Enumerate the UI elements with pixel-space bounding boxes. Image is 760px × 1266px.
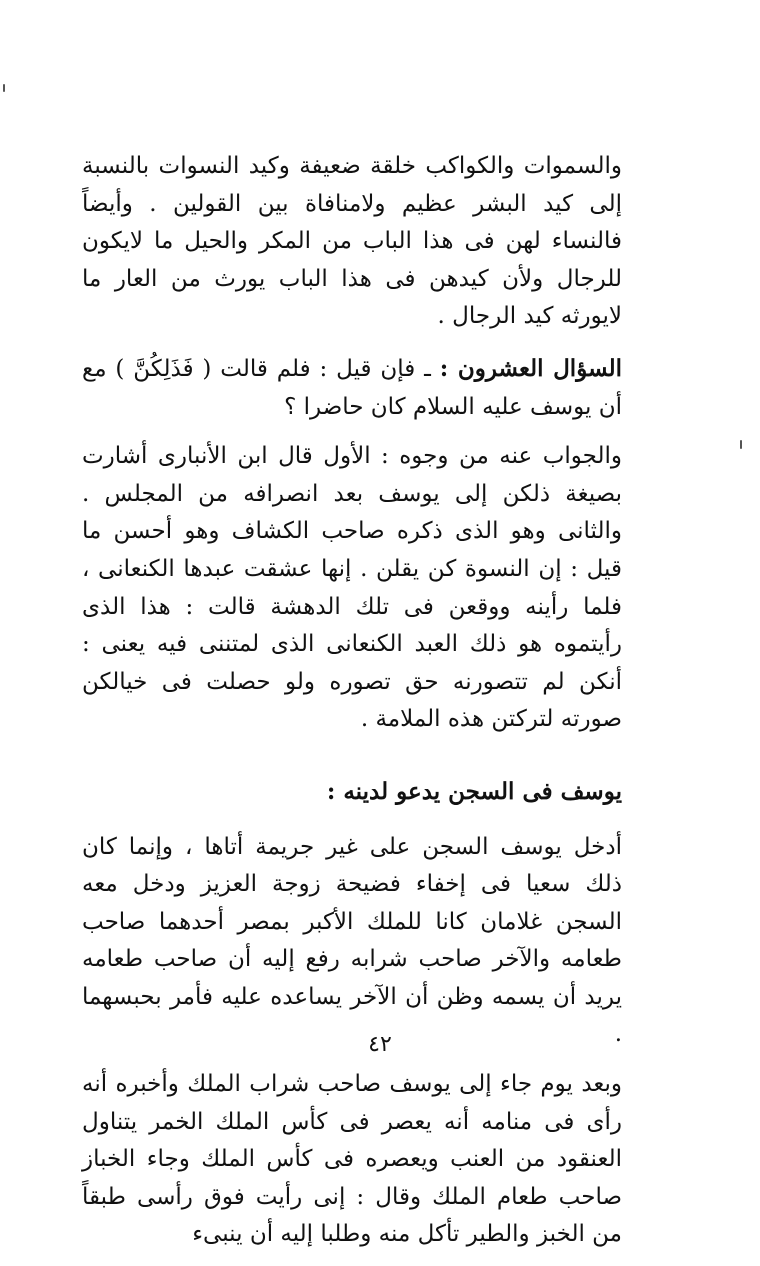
paragraph-dream: وبعد يوم جاء إلى يوسف صاحب شراب الملك وأخبره أنه رأى فى منامه أنه يعصر فى كأس الملك الخمر يتناول العنقود من العنب ويعصره فى كأس الملك وجاء الخباز صاحب طعام الملك وقال : إنى رأيت فوق رأسى طبقاً من الخبز والطير تأكل منه وطلبا إليه أن ينبىء (82, 1071, 622, 1248)
question-text: ـ فإن قيل : فلم قالت ( فَذَلِكُنَّ ) مع أن يوسف عليه السلام كان حاضرا ؟ (82, 355, 622, 420)
page-body (82, 148, 622, 1266)
page-number: ٤٢ (368, 1032, 392, 1057)
question-label: السؤال العشرون : (439, 354, 622, 382)
margin-mark-top (3, 84, 5, 92)
margin-mark-middle (740, 440, 742, 449)
paragraph-prison: أدخل يوسف السجن على غير جريمة أتاها ، وإنما كان ذلك سعيا فى إخفاء فضيحة زوجة العزيز ودخل معه السجن غلامان كانا للملك الأكبر بمصر أحدهما صاحب طعامه والآخر صاحب شرابه رفع إليه أن صاحب طعامه يريد أن يسمه وظن أن الآخر يساعده عليه فأمر بحبسهما . (82, 833, 622, 1048)
section-heading: يوسف فى السجن يدعو لدينه : (326, 777, 622, 805)
paragraph-answer: والجواب عنه من وجوه : الأول قال ابن الأنبارى أشارت بصيغة ذلكن إلى يوسف بعد انصرافه من المجلس . والثانى وهو الذى ذكره صاحب الكشاف وهو أحسن ما قيل : إن النسوة كن يقلن . إنها عشقت عبدها الكنعانى ، فلما رأينه ووقعن فى تلك الدهشة قالت : هذا الذى رأيتموه هو ذلك العبد الكنعانى الذى لمتننى فيه يعنى : أنكن لم تتصورنه حق تصوره ولو حصلت فى خيالكن صورته لتركتن هذه الملامة . (82, 443, 622, 733)
paragraph-question-20 (82, 350, 622, 426)
paragraph-intro: والسموات والكواكب خلقة ضعيفة وكيد النسوات بالنسبة إلى كيد البشر عظيم ولامنافاة بين القولين . وأيضاً فالنساء لهن فى هذا الباب من المكر والحيل ما لايكون للرجال ولأن كيدهن فى هذا الباب يورث من العار ما لايورثه كيد الرجال . (82, 153, 622, 330)
